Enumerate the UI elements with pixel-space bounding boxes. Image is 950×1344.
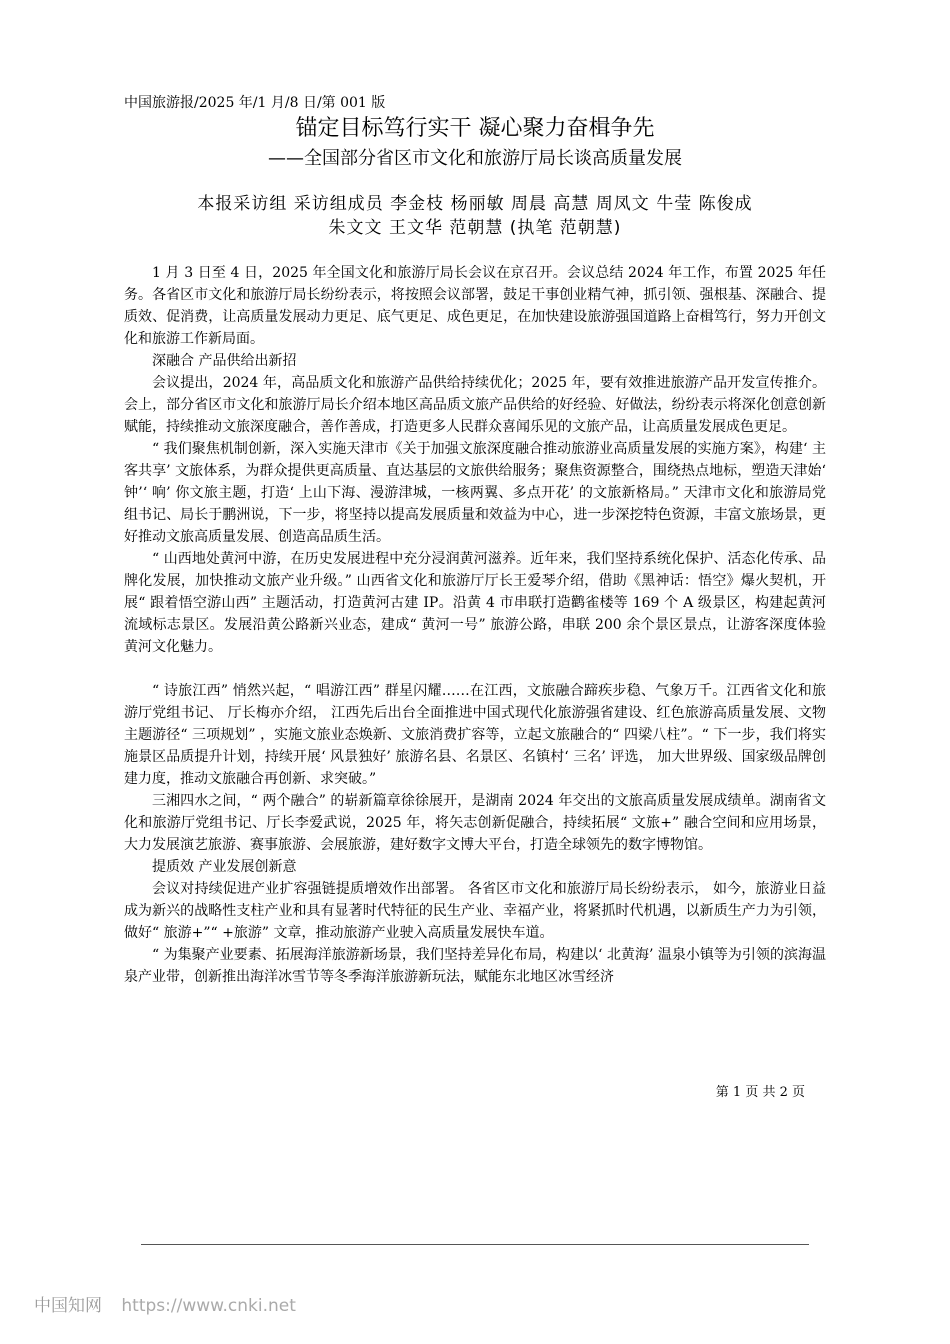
section-heading-2: 提质效 产业发展创新意 (152, 859, 297, 875)
paragraph: 会议提出，2024 年，高品质文化和旅游产品供给持续优化；2025 年，要有效推进旅游产品开发宣传推介。会上，部分省区市文化和旅游厅局长介绍本地区高品质文旅产品供给的好经验、好做法，纷纷表示将深化创意创新赋能，持续推动文旅深度融合，善作善成，打造更多人民群众喜闻乐见的文旅产品，让高质量发展成色更足。 (124, 375, 826, 435)
paragraph: “ 我们聚焦机制创新，深入实施天津市《关于加强文旅深度融合推动旅游业高质量发展的实施方案》，构建‘ 主客共享’ 文旅体系，为群众提供更高质量、直达基层的文旅供给服务；聚焦资源整合，围绕热点地标，塑造天津始‘ 钟’‘ 响’ 你文旅主题，打造‘ 上山下海、漫游津城，一核两翼、多点开花’ 的文旅新格局。” 天津市文化和旅游局党组书记、局长于鹏洲说，下一步，将坚持以提高发展质量和效益为中心，进一步深挖特色资源，丰富文旅场景，更好推动文旅高质量发展、创造高品质生活。 (124, 441, 826, 545)
article-title: 锚定目标笃行实干 凝心聚力奋楫争先 (295, 116, 655, 141)
paragraph: “ 诗旅江西” 悄然兴起，“ 唱游江西” 群星闪耀……在江西，文旅融合蹄疾步稳、气象万千。江西省文化和旅游厅党组书记、 厅长梅亦介绍， 江西先后出台全面推进中国式现代化旅游强省建设、红色旅游高质量发展、文物主题游径“ 三项规划” ，实施文旅业态焕新、文旅消费扩容等，立起文旅融合的“ 四梁八柱”。“ 下一步，我们将实施景区品质提升计划，持续开展‘ 风景独好’ 旅游名县、名景区、名镇村‘ 三名’ 评选， 加大世界级、国家级品牌创建力度，推动文旅融合再创新、求突破。” (124, 683, 826, 787)
watermark-url: https://www.cnki.net (121, 1296, 296, 1316)
watermark-brand: 中国知网 (34, 1296, 102, 1316)
footer-divider (141, 1244, 809, 1245)
source-line: 中国旅游报/2025 年/1 月/8 日/第 001 版 (124, 95, 386, 111)
paragraph-intro: 1 月 3 日至 4 日，2025 年全国文化和旅游厅局长会议在京召开。会议总结 2024 年工作，布置 2025 年任务。各省区市文化和旅游厅局长纷纷表示，将按照会议部署，鼓足干事创业精气神，抓引领、强根基、深融合、提质效、促消费，让高质量发展动力更足、底气更足、成色更足，在加快建设旅游强国道路上奋楫笃行，努力开创文化和旅游工作新局面。 (124, 265, 826, 347)
paragraph: “ 山西地处黄河中游，在历史发展进程中充分浸润黄河滋养。近年来，我们坚持系统化保护、活态化传承、品牌化发展，加快推动文旅产业升级。” 山西省文化和旅游厅厅长王爱琴介绍，借助《黑神话：悟空》爆火契机，开展“ 跟着悟空游山西” 主题活动，打造黄河古建 IP。沿黄 4 市串联打造鹳雀楼等 169 个 A 级景区，构建起黄河流域标志景区。发展沿黄公路新兴业态，建成“ 黄河一号” 旅游公路，串联 200 余个景区景点，让游客深度体验黄河文化魅力。 (124, 551, 826, 655)
page-number: 第 1 页 共 2 页 (715, 1085, 805, 1100)
paragraph: 三湘四水之间，“ 两个融合” 的崭新篇章徐徐展开，是湖南 2024 年交出的文旅高质量发展成绩单。湖南省文化和旅游厅党组书记、厅长李爱武说，2025 年，将矢志创新促融合，持续拓展“ 文旅+” 融合空间和应用场景，大力发展演艺旅游、赛事旅游、会展旅游，建好数字文博大平台，打造全球领先的数字博物馆。 (124, 793, 826, 853)
authors-line-1: 本报采访组 采访组成员 李金枝 杨丽敏 周晨 高慧 周凤文 牛莹 陈俊成 (197, 194, 753, 214)
watermark (34, 1294, 296, 1318)
section-heading-1: 深融合 产品供给出新招 (152, 353, 297, 369)
paragraph: “ 为集聚产业要素、拓展海洋旅游新场景，我们坚持差异化布局，构建以‘ 北黄海’ 温泉小镇等为引领的滨海温泉产业带，创新推出海洋冰雪节等冬季海洋旅游新玩法，赋能东北地区冰雪经济 (124, 947, 826, 985)
article-subtitle: ——全国部分省区市文化和旅游厅局长谈高质量发展 (268, 148, 682, 169)
authors-line-2: 朱文文 王文华 范朝慧 (执笔 范朝慧) (328, 218, 622, 238)
article-body (124, 262, 826, 988)
paragraph: 会议对持续促进产业扩容强链提质增效作出部署。 各省区市文化和旅游厅局长纷纷表示， 如今，旅游业日益成为新兴的战略性支柱产业和具有显著时代特征的民生产业、幸福产业，将紧抓时代机遇，以新质生产力为引领，做好“ 旅游+”“ +旅游” 文章，推动旅游产业驶入高质量发展快车道。 (124, 881, 826, 941)
